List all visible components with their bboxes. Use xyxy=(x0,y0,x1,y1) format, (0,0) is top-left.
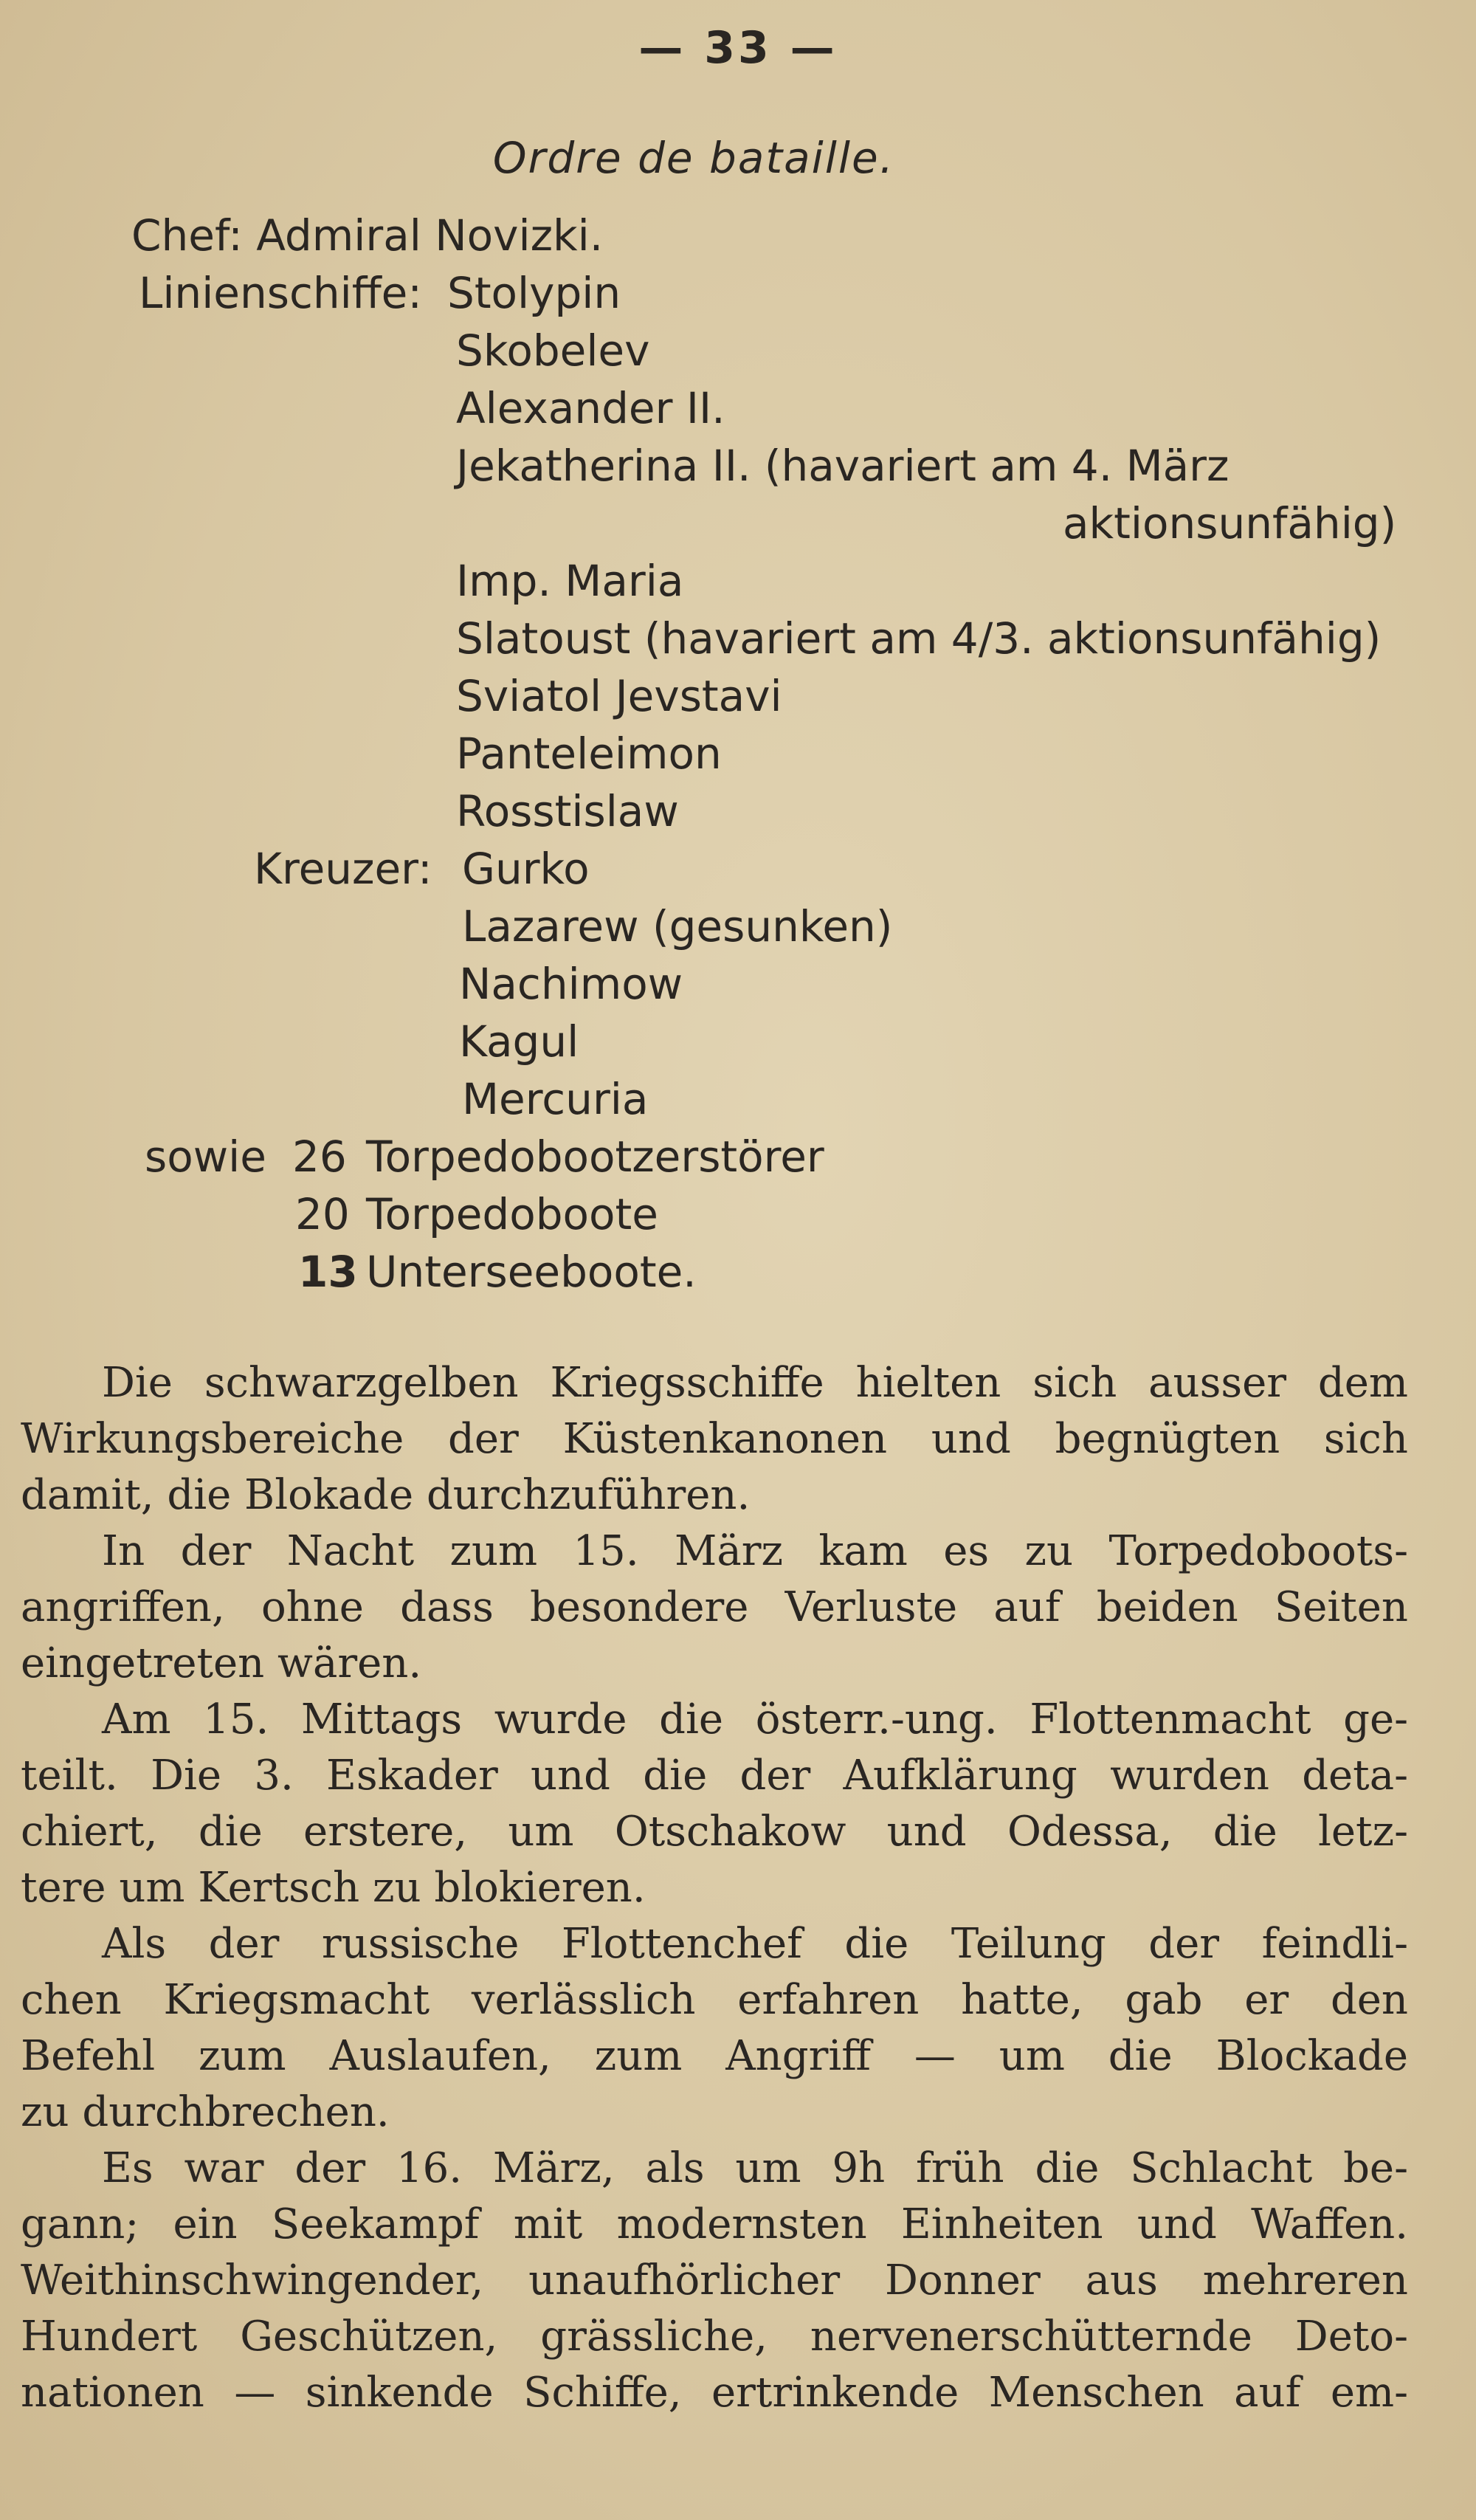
paragraph xyxy=(21,2141,1408,2421)
text-line: Wirkungsbereiche der Küstenkanonen und begnügten sich xyxy=(21,1415,1408,1463)
text-line: In der Nacht zum 15. März kam es zu Torpedoboots- xyxy=(102,1527,1408,1575)
text-line: zu durchbrechen. xyxy=(21,2088,390,2136)
text-line: Als der russische Flottenchef die Teilung der feindli- xyxy=(102,1920,1408,1968)
other-name: Torpedobootzerstörer xyxy=(366,1132,824,1182)
battleship-item: Skobelev xyxy=(456,326,650,376)
body-text xyxy=(21,1355,1408,2421)
cruiser-item: Gurko xyxy=(462,844,590,894)
paragraph xyxy=(21,1916,1408,2141)
page-number: — 33 — xyxy=(638,22,838,74)
other-count: 26 xyxy=(292,1132,347,1182)
text-line: Am 15. Mittags wurde die österr.-ung. Flottenmacht ge- xyxy=(102,1696,1408,1743)
paragraph xyxy=(21,1355,1408,1524)
text-line: Die schwarzgelben Kriegsschiffe hielten sich ausser dem xyxy=(102,1359,1408,1407)
text-line: Weithinschwingender, unaufhörlicher Donner aus mehreren xyxy=(21,2256,1408,2304)
also-label: sowie xyxy=(145,1132,266,1182)
text-line: nationen — sinkende Schiffe, ertrinkende Menschen auf em- xyxy=(21,2369,1408,2417)
text-line: chiert, die erstere, um Otschakow und Odessa, die letz- xyxy=(21,1808,1408,1856)
other-name: Unterseeboote. xyxy=(366,1247,697,1297)
text-line: chen Kriegsmacht verlässlich erfahren hatte, gab er den xyxy=(21,1976,1408,2024)
other-name: Torpedoboote xyxy=(366,1189,658,1239)
battleship-item: Panteleimon xyxy=(456,729,722,779)
battleship-item: Rosstislaw xyxy=(456,786,679,836)
battleship-item: Sviatol Jevstavi xyxy=(456,671,782,721)
section-title: Ordre de bataille. xyxy=(492,133,895,183)
cruisers-label: Kreuzer: xyxy=(254,844,432,894)
battleship-item-continuation: aktionsunfähig) xyxy=(1063,498,1397,548)
battleship-item: Alexander II. xyxy=(456,383,725,433)
battleship-item: Jekatherina II. (havariert am 4. März xyxy=(456,441,1230,491)
text-line: Hundert Geschützen, grässliche, nervenerschütternde Deto- xyxy=(21,2313,1408,2361)
cruiser-item: Mercuria xyxy=(462,1074,649,1124)
other-count: 13 xyxy=(298,1247,358,1297)
other-count: 20 xyxy=(295,1189,350,1239)
chief-line: Chef: Admiral Novizki. xyxy=(131,210,604,261)
battleship-item: Stolypin xyxy=(447,268,621,318)
battleship-item: Slatoust (havariert am 4/3. aktionsunfähig) xyxy=(456,613,1382,664)
text-line: gann; ein Seekampf mit modernsten Einheiten und Waffen. xyxy=(21,2200,1408,2248)
text-line: teilt. Die 3. Eskader und die der Aufklärung wurden deta- xyxy=(21,1752,1408,1800)
paragraph xyxy=(21,1524,1408,1692)
text-line: damit, die Blokade durchzuführen. xyxy=(21,1471,751,1519)
cruiser-item: Kagul xyxy=(459,1016,579,1067)
paragraph xyxy=(21,1692,1408,1916)
battleship-item: Imp. Maria xyxy=(456,556,684,606)
text-line: tere um Kertsch zu blokieren. xyxy=(21,1864,646,1912)
battleships-label: Linienschiffe: xyxy=(139,268,422,318)
text-line: Es war der 16. März, als um 9h früh die Schlacht be- xyxy=(102,2144,1408,2192)
text-line: angriffen, ohne dass besondere Verluste auf beiden Seiten xyxy=(21,1583,1408,1631)
text-line: Befehl zum Auslaufen, zum Angriff — um die Blockade xyxy=(21,2032,1408,2080)
text-line: eingetreten wären. xyxy=(21,1639,422,1687)
cruiser-item: Nachimow xyxy=(459,959,683,1009)
cruiser-item: Lazarew (gesunken) xyxy=(462,901,893,951)
